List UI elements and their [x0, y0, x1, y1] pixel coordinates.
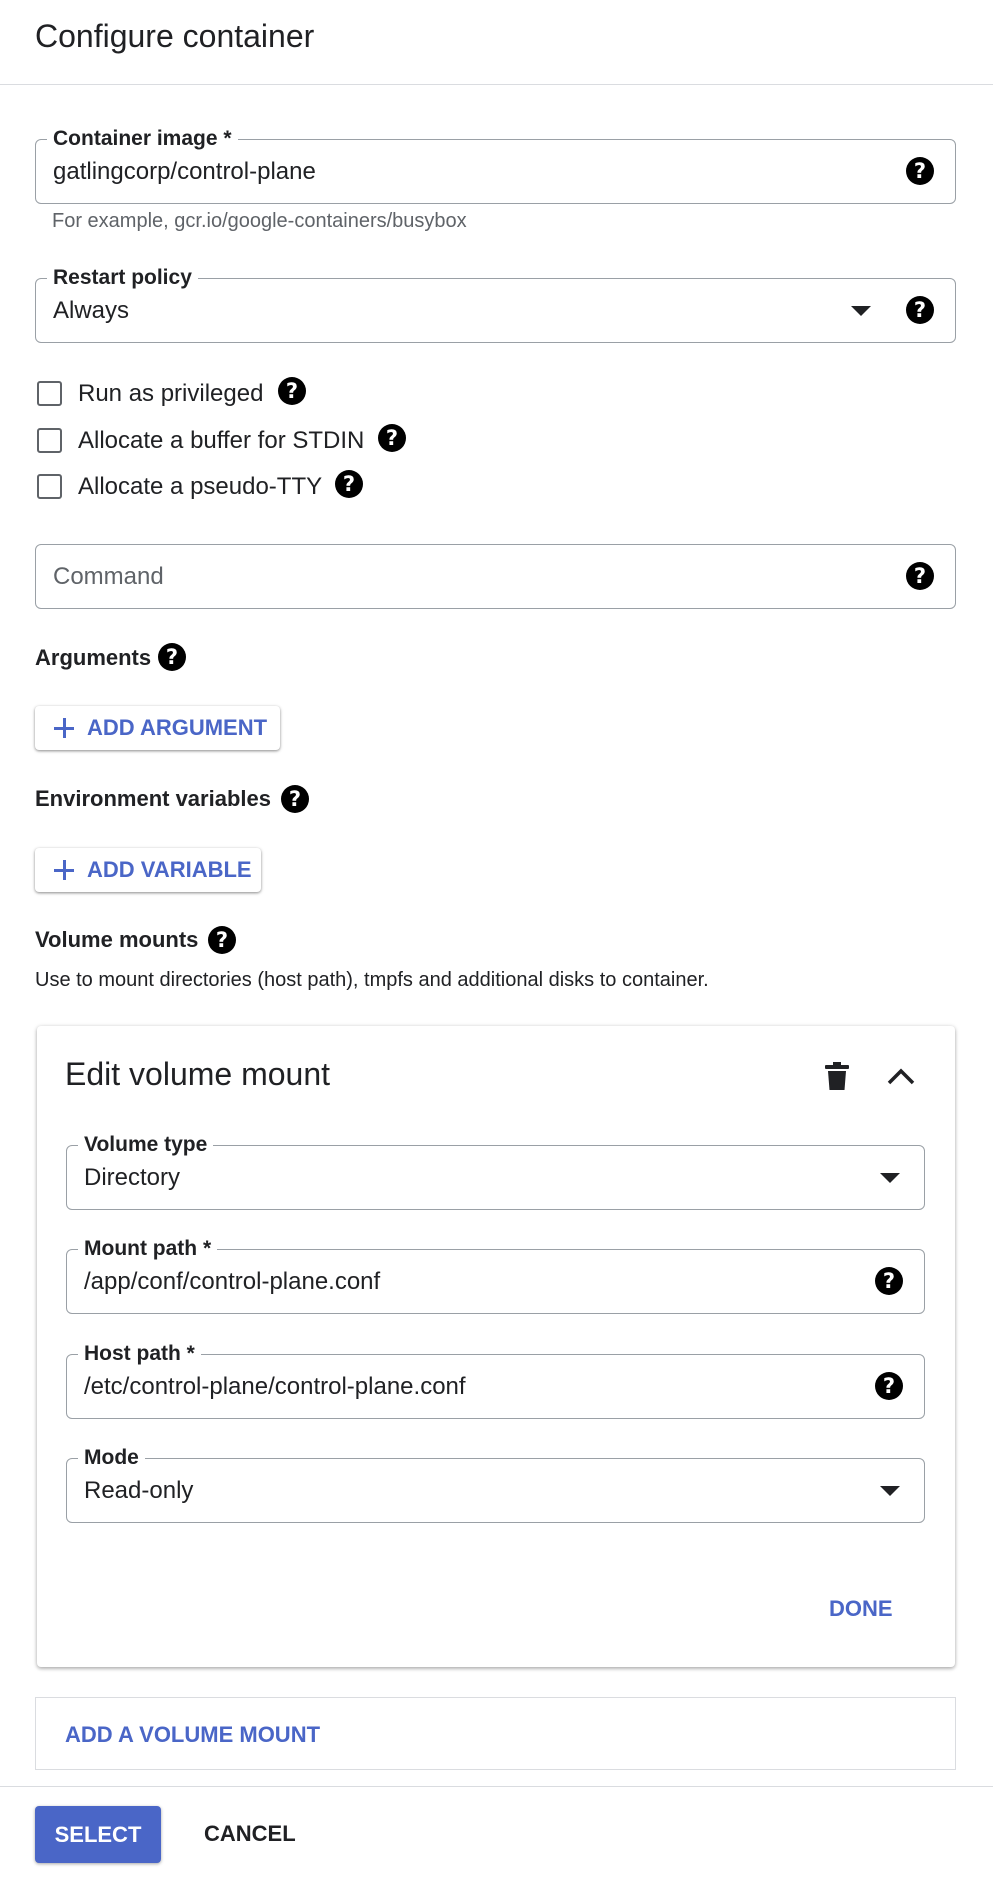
mount-path-help-icon[interactable]: ?	[875, 1267, 903, 1295]
header-divider	[0, 84, 993, 85]
mount-path-label: Mount path *	[78, 1236, 217, 1262]
mount-path-value[interactable]: /app/conf/control-plane.conf	[84, 1267, 381, 1295]
pseudo-tty-checkbox[interactable]	[37, 474, 62, 499]
chevron-down-icon[interactable]	[880, 1486, 900, 1496]
volume-type-select[interactable]	[66, 1133, 925, 1210]
plus-icon	[54, 718, 74, 738]
host-path-field[interactable]	[66, 1342, 925, 1419]
run-as-privileged-help-icon[interactable]: ?	[278, 377, 306, 405]
stdin-buffer-checkbox[interactable]	[37, 428, 62, 453]
arguments-label: Arguments	[35, 645, 152, 670]
select-button[interactable]: SELECT	[35, 1806, 161, 1863]
edit-volume-mount-title: Edit volume mount	[65, 1056, 331, 1092]
stdin-buffer-label: Allocate a buffer for STDIN	[78, 427, 365, 454]
run-as-privileged-label: Run as privileged	[78, 380, 264, 407]
volume-mounts-help-icon[interactable]: ?	[208, 926, 236, 954]
environment-variables-help-icon[interactable]: ?	[281, 785, 309, 813]
add-volume-mount-button[interactable]: ADD A VOLUME MOUNT	[65, 1722, 321, 1747]
container-image-label: Container image *	[47, 126, 238, 152]
host-path-help-icon[interactable]: ?	[875, 1372, 903, 1400]
volume-mounts-label: Volume mounts	[35, 927, 199, 952]
restart-policy-label: Restart policy	[47, 265, 198, 291]
restart-policy-select[interactable]	[35, 266, 956, 343]
plus-icon	[54, 860, 74, 880]
container-image-field[interactable]	[35, 127, 956, 204]
command-input[interactable]	[35, 544, 956, 609]
add-volume-mount-row	[35, 1697, 956, 1770]
dialog-title: Configure container	[35, 18, 315, 54]
stdin-buffer-help-icon[interactable]: ?	[378, 424, 406, 452]
add-argument-button[interactable]: ADD ARGUMENT	[35, 706, 280, 750]
restart-policy-help-icon[interactable]: ?	[906, 296, 934, 324]
container-image-value[interactable]: gatlingcorp/control-plane	[53, 157, 316, 185]
environment-variables-label: Environment variables	[35, 786, 271, 811]
container-image-hint: For example, gcr.io/google-containers/busybox	[52, 210, 467, 232]
edit-volume-mount-card	[37, 1026, 955, 1667]
host-path-value[interactable]: /etc/control-plane/control-plane.conf	[84, 1372, 466, 1400]
restart-policy-value: Always	[53, 296, 130, 324]
mode-value: Read-only	[84, 1476, 194, 1504]
delete-icon[interactable]	[825, 1062, 849, 1090]
pseudo-tty-help-icon[interactable]: ?	[335, 470, 363, 498]
mount-path-field[interactable]	[66, 1237, 925, 1314]
chevron-down-icon[interactable]	[851, 306, 871, 316]
cancel-button[interactable]: CANCEL	[204, 1821, 296, 1846]
add-variable-button[interactable]: ADD VARIABLE	[35, 848, 261, 892]
volume-type-value: Directory	[84, 1163, 181, 1191]
arguments-help-icon[interactable]: ?	[158, 643, 186, 671]
mode-label: Mode	[78, 1445, 145, 1471]
volume-type-label: Volume type	[78, 1132, 213, 1158]
chevron-up-icon[interactable]	[887, 1067, 915, 1085]
run-as-privileged-checkbox[interactable]	[37, 381, 62, 406]
volume-mounts-description: Use to mount directories (host path), tmpfs and additional disks to container.	[35, 969, 709, 991]
pseudo-tty-label: Allocate a pseudo-TTY	[78, 473, 323, 500]
chevron-down-icon[interactable]	[880, 1173, 900, 1183]
host-path-label: Host path *	[78, 1341, 201, 1367]
done-button[interactable]: DONE	[829, 1596, 893, 1621]
footer-divider	[0, 1786, 993, 1787]
command-placeholder: Command	[53, 562, 164, 590]
mode-select[interactable]	[66, 1446, 925, 1523]
container-image-help-icon[interactable]: ?	[906, 157, 934, 185]
command-help-icon[interactable]: ?	[906, 562, 934, 590]
